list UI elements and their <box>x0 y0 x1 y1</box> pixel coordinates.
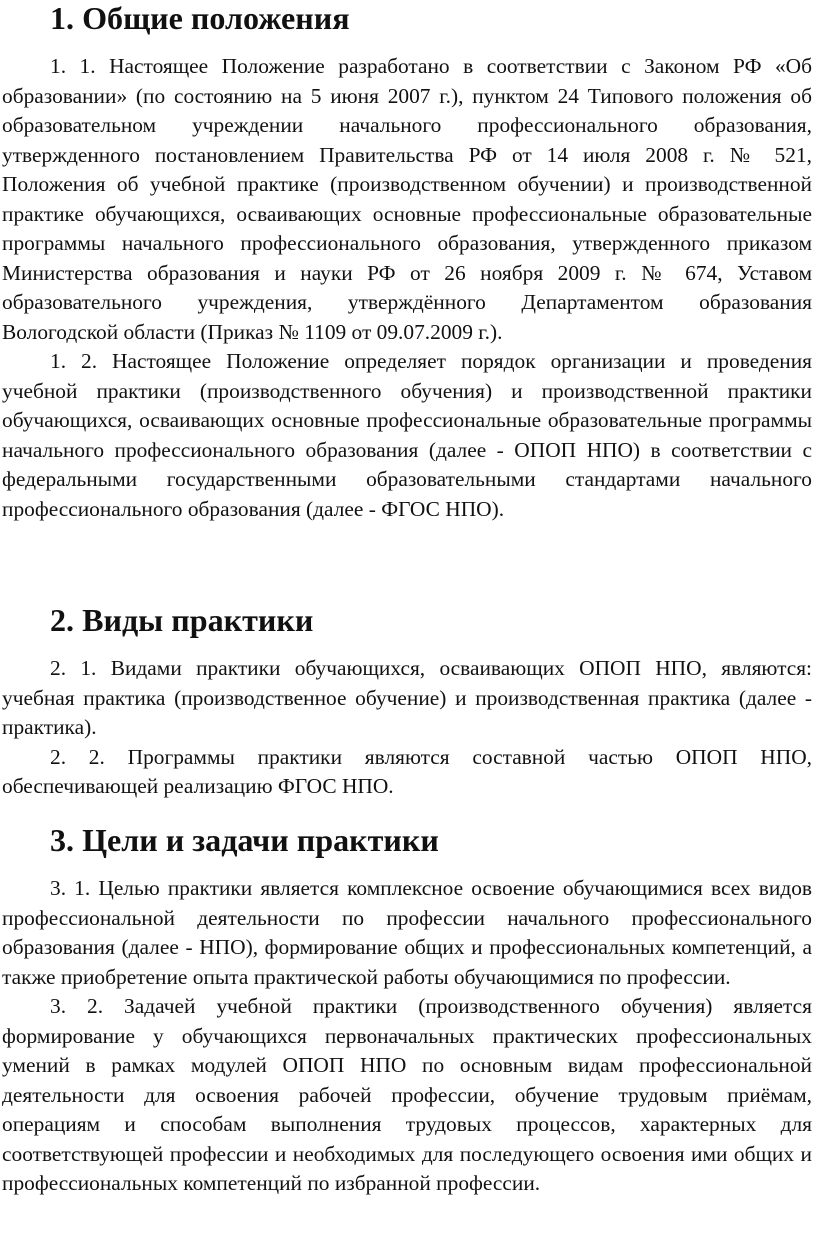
section-1-body <box>2 52 812 524</box>
section-3-title: 3. Цели и задачи практики <box>50 822 439 858</box>
section-1-title: 1. Общие положения <box>50 0 350 36</box>
paragraph-2-1: 2. 1. Видами практики обучающихся, осваивающих ОПОП НПО, являются: учебная практика (производственное обучение) и производственная практика (далее - практика). <box>2 656 812 739</box>
paragraph-3-2: 3. 2. Задачей учебной практики (производственного обучения) является формирование у обучающихся первоначальных практических профессиональных умений в рамках модулей ОПОП НПО по основным видам профессиональной деятельности для освоения рабочей профессии, обучение трудовым приёмам, операциям и способам выполнения трудовых процессов, характерных для соответствующей профессии и необходимых для последующего освоения ими общих и профессиональных компетенций по избранной профессии. <box>2 994 812 1195</box>
paragraph-3-1: 3. 1. Целью практики является комплексное освоение обучающимися всех видов профессиональной деятельности по профессии начального профессионального образования (далее - НПО), формирование общих и профессиональных компетенций, а также приобретение опыта практической работы обучающимися по профессии. <box>2 876 812 989</box>
section-2-body <box>2 654 812 802</box>
paragraph-2-2: 2. 2. Программы практики являются составной частью ОПОП НПО, обеспечивающей реализацию ФГОС НПО. <box>2 744 812 798</box>
paragraph-1-1: 1. 1. Настоящее Положение разработано в соответствии с Законом РФ «Об образовании» (по состоянию на 5 июня 2007 г.), пунктом 24 Типового положения об образовательном учреждении начального профессионального образования, утвержденного постановлением Правительства РФ от 14 июля 2008 г. № 521, Положения об учебной практике (производственном обучении) и производственной практике обучающихся, осваивающих основные профессиональные образовательные программы начального профессионального образования, утвержденного приказом Министерства образования и науки РФ от 26 ноября 2009 г. № 674, Уставом образовательного учреждения, утверждённого Департаментом образования Вологодской области (Приказ № 1109 от 09.07.2009 г.). <box>2 54 812 344</box>
section-2-title: 2. Виды практики <box>50 602 314 638</box>
section-3-body <box>2 874 812 1199</box>
paragraph-1-2: 1. 2. Настоящее Положение определяет порядок организации и проведения учебной практики (производственного обучения) и производственной практики обучающихся, осваивающих основные профессиональные образовательные программы начального профессионального образования (далее - ОПОП НПО) в соответствии с федеральными государственными образовательными стандартами начального профессионального образования (далее - ФГОС НПО). <box>2 349 812 521</box>
